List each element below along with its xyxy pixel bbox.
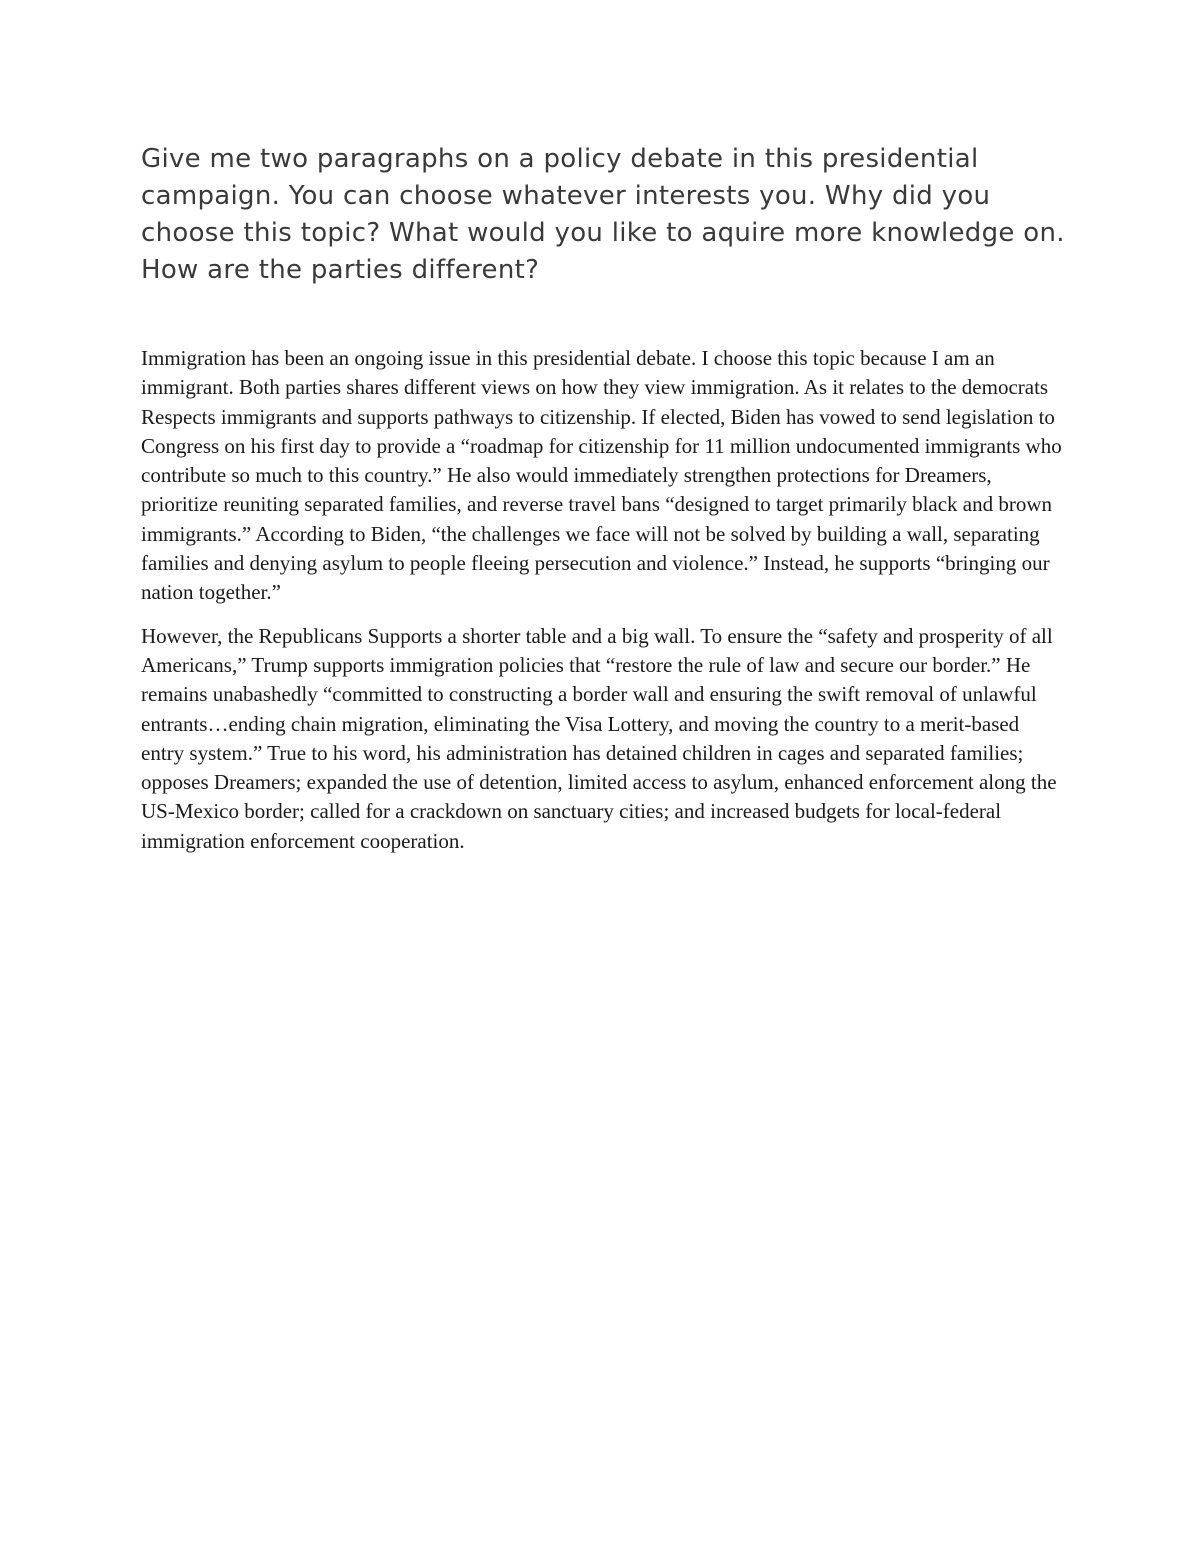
assignment-prompt: Give me two paragraphs on a policy debate in this presidential campaign. You can choose whatever interests you. Why did you choose this topic? What would you like to aquire more knowledge on. How are the parties different? [141,144,1065,285]
paragraph-republicans: However, the Republicans Supports a shorter table and a big wall. To ensure the “safety and prosperity of all Americans,” Trump supports immigration policies that “restore the rule of law and secure our border.” He remains unabashedly “committed to constructing a border wall and ensuring the swift removal of unlawful entrants…ending chain migration, eliminating the Visa Lottery, and moving the country to a merit-based entry system.” True to his word, his administration has detained children in cages and separated families; opposes Dreamers; expanded the use of detention, limited access to asylum, enhanced enforcement along the US-Mexico border; called for a crackdown on sanctuary cities; and increased budgets for local-federal immigration enforcement cooperation. [141,623,1057,853]
paragraph-democrats: Immigration has been an ongoing issue in this presidential debate. I choose this topic because I am an immigrant. Both parties shares different views on how they view immigration. As it relates to the democrats Respects immigrants and supports pathways to citizenship. If elected, Biden has vowed to send legislation to Congress on his first day to provide a “roadmap for citizenship for 11 million undocumented immigrants who contribute so much to this country.” He also would immediately strengthen protections for Dreamers, prioritize reuniting separated families, and reverse travel bans “designed to target primarily black and brown immigrants.” According to Biden, “the challenges we face will not be solved by building a wall, separating families and denying asylum to people fleeing persecution and violence.” Instead, he supports “bringing our nation together.” [141,346,1062,605]
essay-body [141,344,1066,870]
